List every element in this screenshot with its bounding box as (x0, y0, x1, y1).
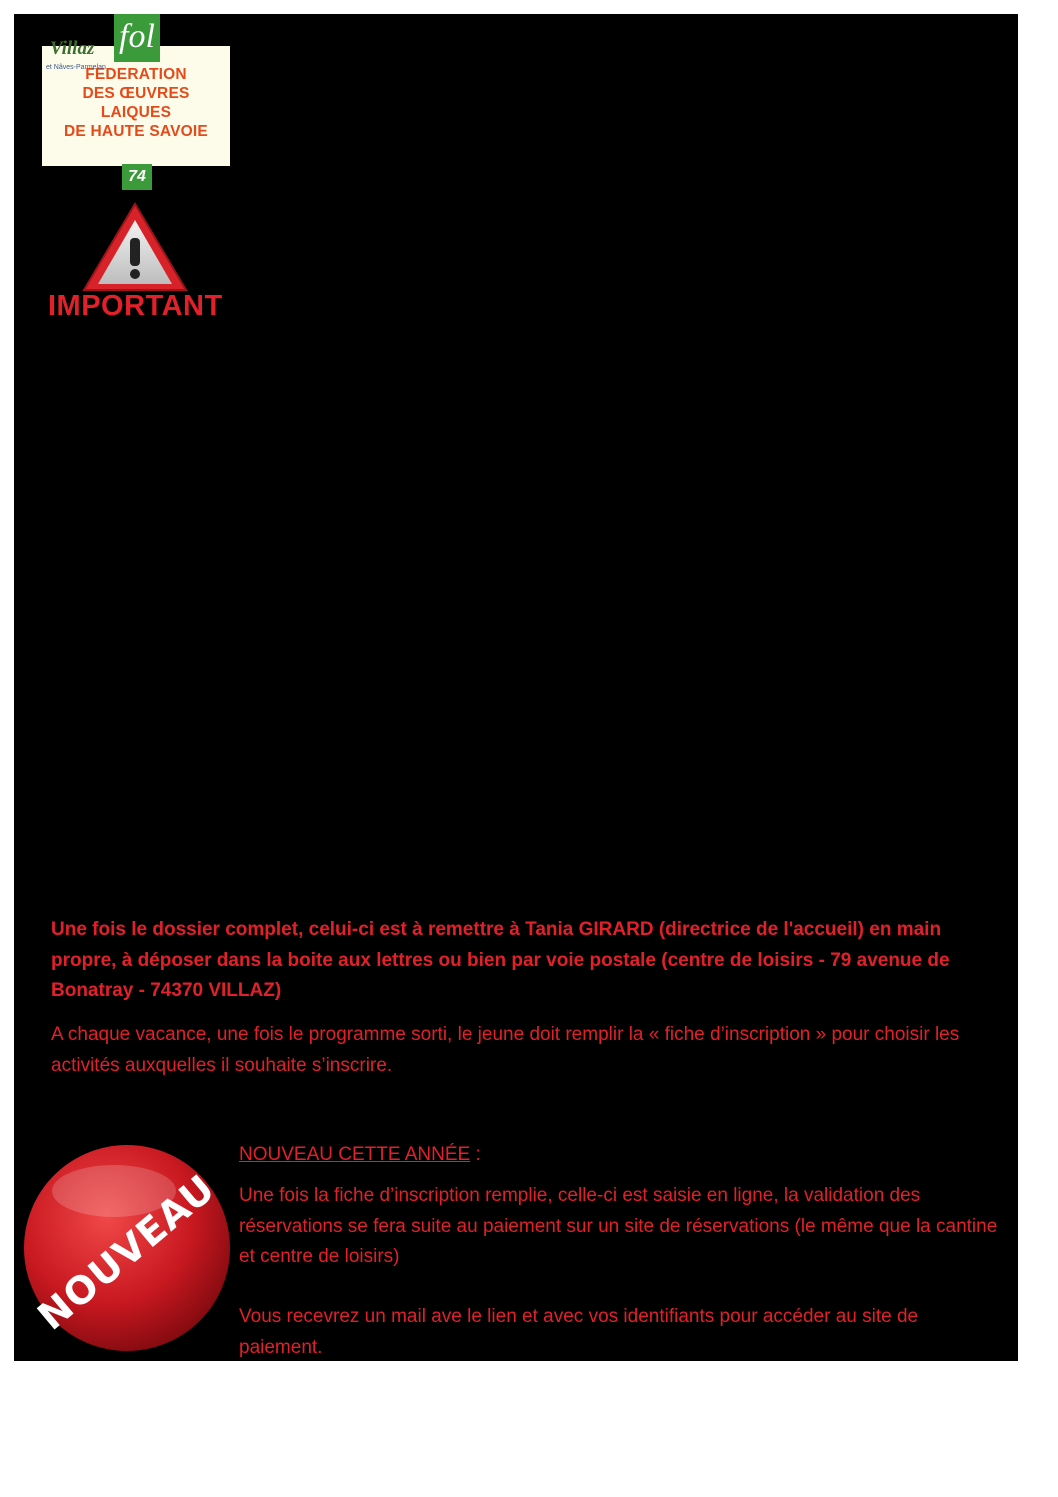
logo-line-3: LAIQUES (100, 104, 172, 121)
vacances-paragraph: A chaque vacance, une fois le programme sorti, le jeune doit remplir la « fiche d’inscription » pour choisir les activités auxquelles il souhaite s’inscrire. (51, 1024, 960, 1076)
logo-fol: fol (114, 14, 160, 62)
warning-triangle-icon (80, 200, 190, 296)
logo-line-4: DE HAUTE SAVOIE (64, 123, 208, 140)
fol-logo (28, 14, 228, 185)
important-label: IMPORTANT (48, 290, 223, 322)
nouveau-paragraph-2: Vous recevrez un mail ave le lien et avec vos identifiants pour accéder au site de paiement. (239, 1306, 919, 1358)
logo-villaz: Villaz (50, 38, 95, 59)
nouveau-badge-text: NOUVEAU (29, 1165, 224, 1339)
dossier-paragraph: Une fois le dossier complet, celui-ci est à remettre à Tania GIRARD (directrice de l'accueil) en main propre, à déposer dans la boite aux lettres ou bien par voie postale (centre de loisirs - 79 avenue de Bonatray - 74370 VILLAZ) (51, 919, 950, 1001)
nouveau-heading-suffix: : (470, 1144, 481, 1165)
logo-dept: 74 (122, 164, 152, 190)
logo-line-1: FEDERATION (85, 66, 187, 83)
nouveau-badge (22, 1143, 232, 1353)
logo-line-2: DES ŒUVRES (82, 85, 190, 102)
logo-villaz-sub: et Nâves-Parmelan (46, 64, 106, 71)
nouveau-heading-text: NOUVEAU CETTE ANNÉE (239, 1144, 471, 1165)
nouveau-heading (239, 1140, 481, 1170)
nouveau-paragraph-1: Une fois la fiche d’inscription remplie, celle-ci est saisie en ligne, la validation des réservations se fera suite au paiement sur un site de réservations (le même que la cantine et centre de loisirs) (239, 1185, 998, 1267)
